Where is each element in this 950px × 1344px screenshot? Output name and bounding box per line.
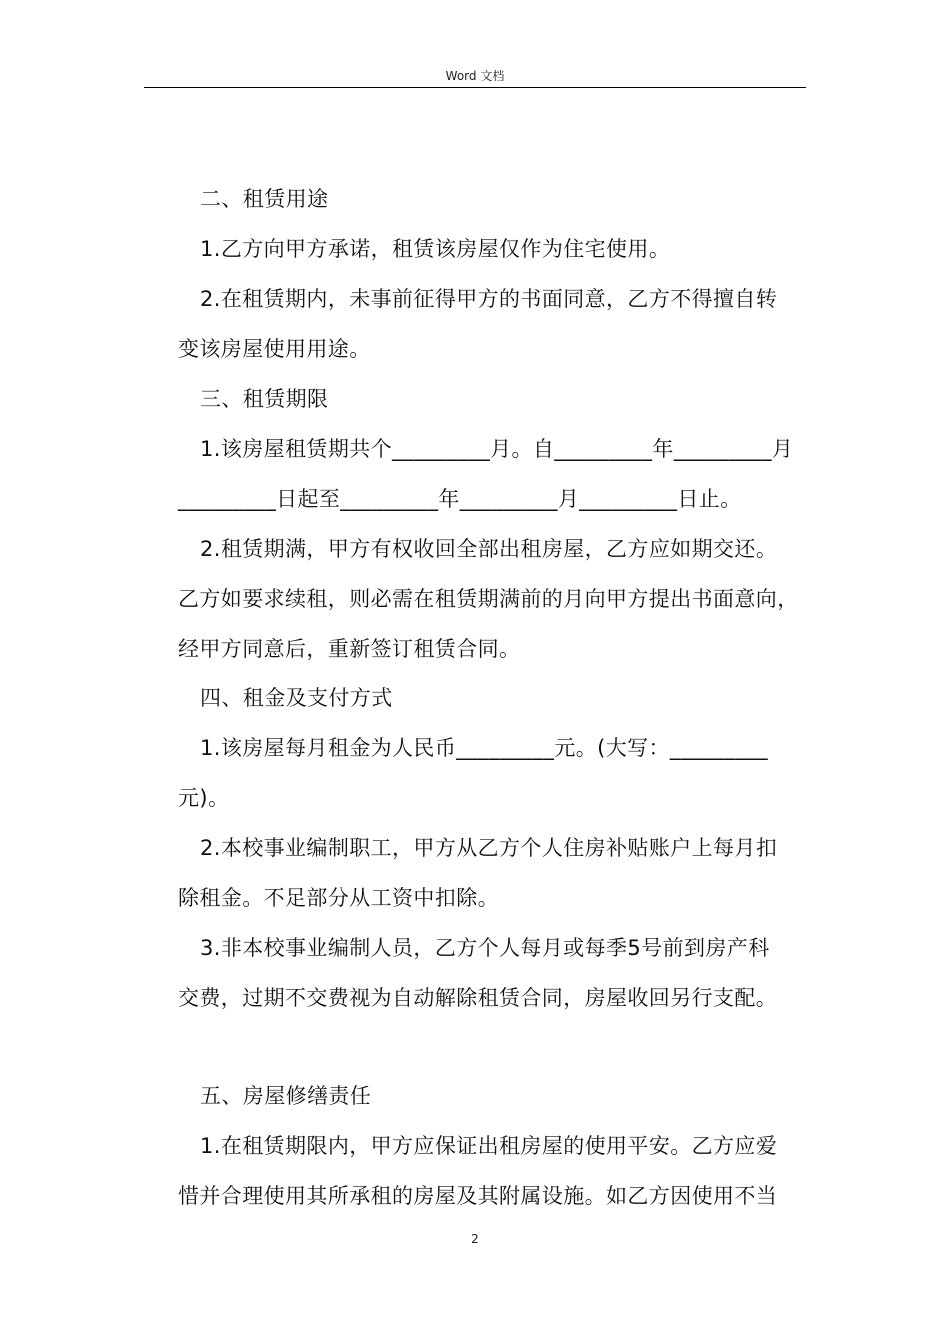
paragraph-line: 2.在租赁期内，未事前征得甲方的书面同意，乙方不得擅自转 [200, 287, 778, 311]
paragraph-line: 2.租赁期满，甲方有权收回全部出租房屋，乙方应如期交还。 [200, 537, 778, 561]
paragraph-line: 除租金。不足部分从工资中扣除。 [178, 886, 499, 910]
section-heading-rent: 四、租金及支付方式 [200, 686, 393, 710]
page-number: 2 [471, 1232, 479, 1246]
paragraph-line: 交费，过期不交费视为自动解除租赁合同，房屋收回另行支配。 [178, 986, 778, 1010]
paragraph-line: 1.在租赁期限内，甲方应保证出租房屋的使用平安。乙方应爱 [200, 1134, 778, 1158]
paragraph-line: 3.非本校事业编制人员，乙方个人每月或每季5号前到房产科 [200, 936, 770, 960]
paragraph-line: _________日起至_________年_________月_________日止。 [178, 487, 742, 511]
section-heading-term: 三、租赁期限 [200, 387, 329, 411]
paragraph-line: 乙方如要求续租，则必需在租赁期满前的月向甲方提出书面意向， [178, 587, 799, 611]
paragraph-line: 1.该房屋每月租金为人民币_________元。(大写：_________ [200, 736, 769, 760]
section-heading-usage: 二、租赁用途 [200, 187, 329, 211]
paragraph-line: 2.本校事业编制职工，甲方从乙方个人住房补贴账户上每月扣 [200, 836, 778, 860]
paragraph-line: 1.乙方向甲方承诺，租赁该房屋仅作为住宅使用。 [200, 237, 671, 261]
paragraph-line: 1.该房屋租赁期共个_________月。自_________年_________月 [200, 437, 794, 461]
page-header: Word 文档 [445, 69, 505, 83]
paragraph-line: 元)。 [178, 786, 230, 810]
paragraph-line: 变该房屋使用用途。 [178, 337, 371, 361]
header-divider [144, 87, 806, 88]
section-heading-repair: 五、房屋修缮责任 [200, 1084, 372, 1108]
paragraph-line: 惜并合理使用其所承租的房屋及其附属设施。如乙方因使用不当 [178, 1184, 778, 1208]
paragraph-line: 经甲方同意后，重新签订租赁合同。 [178, 637, 521, 661]
